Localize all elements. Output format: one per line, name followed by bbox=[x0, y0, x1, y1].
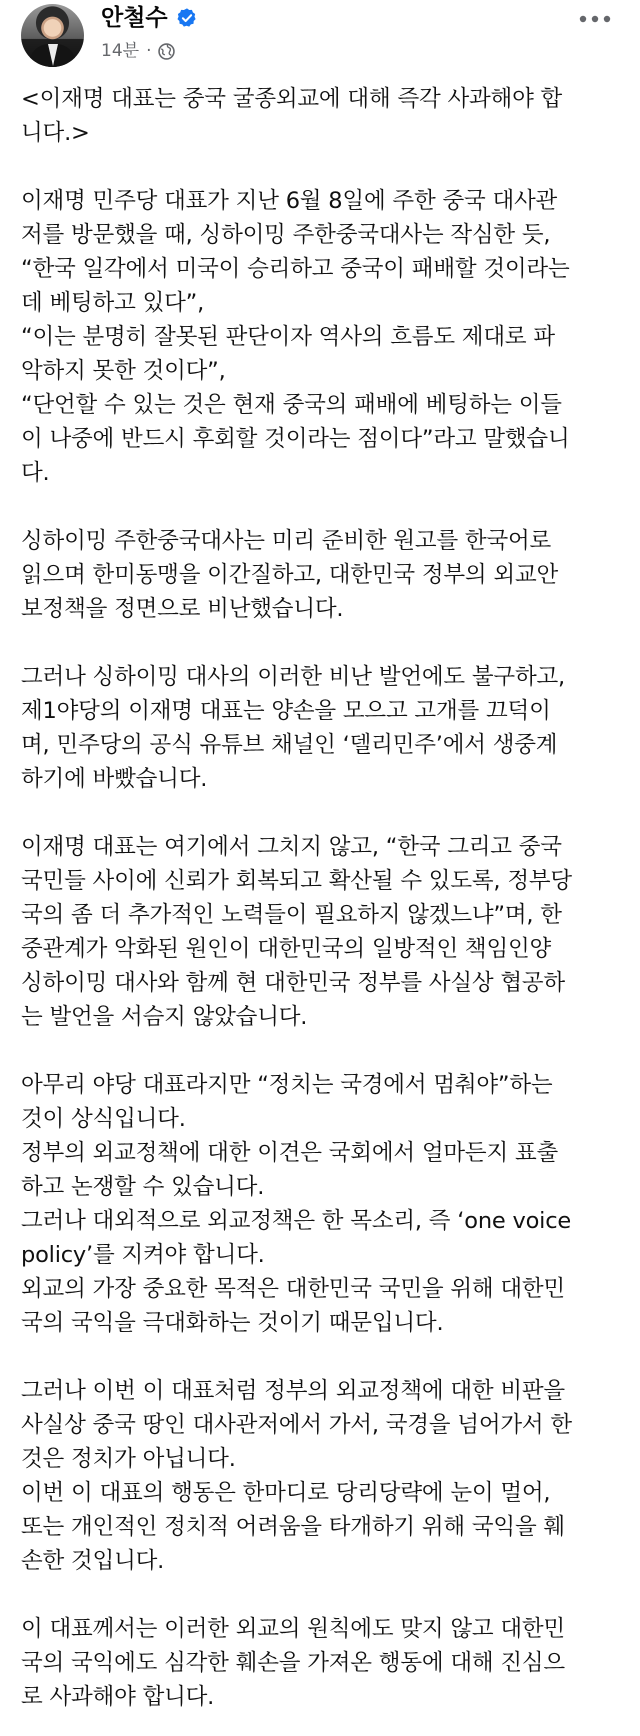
paragraph-gap bbox=[21, 626, 626, 660]
post-text-line: 것이 상식입니다. bbox=[21, 1106, 186, 1132]
post-paragraph bbox=[21, 830, 626, 1034]
post-text-line: “한국 일각에서 미국이 승리하고 중국이 패배할 것이라는 bbox=[21, 256, 570, 282]
post-text-line: 이 대표께서는 이러한 외교의 원칙에도 맞지 않고 대한민 bbox=[21, 1616, 565, 1642]
post-text-line: 정부의 외교정책에 대한 이견은 국회에서 얼마든지 표출 bbox=[21, 1140, 559, 1166]
post-text-line: 또는 개인적인 정치적 어려움을 타개하기 위해 국익을 훼 bbox=[21, 1514, 565, 1540]
post-text-line: 손한 것입니다. bbox=[21, 1548, 165, 1574]
post-text-line: 이 나중에 반드시 후회할 것이라는 점이다”라고 말했습니 bbox=[21, 426, 570, 452]
post-meta bbox=[101, 39, 175, 63]
paragraph-gap bbox=[21, 1034, 626, 1068]
post-paragraph bbox=[21, 660, 626, 796]
post-paragraph bbox=[21, 82, 626, 150]
post-text-line: 그러나 싱하이밍 대사의 이러한 비난 발언에도 불구하고, bbox=[21, 664, 565, 690]
post-paragraph bbox=[21, 1068, 626, 1340]
post-text-line: 이재명 민주당 대표가 지난 6월 8일에 주한 중국 대사관 bbox=[21, 188, 558, 214]
more-options-icon[interactable] bbox=[578, 12, 612, 26]
post-text-line: 다. bbox=[21, 460, 50, 486]
paragraph-gap bbox=[21, 150, 626, 184]
paragraph-gap bbox=[21, 796, 626, 830]
post-text-line: 는 발언을 서슴지 않았습니다. bbox=[21, 1004, 308, 1030]
post-text-line: 중관계가 악화된 원인이 대한민국의 일방적인 책임인양 bbox=[21, 936, 552, 962]
post-text-line: 제1야당의 이재명 대표는 양손을 모으고 고개를 끄덕이 bbox=[21, 698, 551, 724]
post-text-line: “단언할 수 있는 것은 현재 중국의 패배에 베팅하는 이들 bbox=[21, 392, 562, 418]
post-text-line: 읽으며 한미동맹을 이간질하고, 대한민국 정부의 외교안 bbox=[21, 562, 559, 588]
post-text-line: 저를 방문했을 때, 싱하이밍 주한중국대사는 작심한 듯, bbox=[21, 222, 551, 248]
post-text-line: “이는 분명히 잘못된 판단이자 역사의 흐름도 제대로 파 bbox=[21, 324, 555, 350]
post-text-line: 국의 좀 더 추가적인 노력들이 필요하지 않겠느냐”며, 한 bbox=[21, 902, 562, 928]
post-time[interactable]: 14분 bbox=[101, 41, 140, 61]
post-text-line: 국의 국익을 극대화하는 것이기 때문입니다. bbox=[21, 1310, 444, 1336]
post-text-line: 이재명 대표는 여기에서 그치지 않고, “한국 그리고 중국 bbox=[21, 834, 562, 860]
post-paragraph bbox=[21, 524, 626, 626]
post-paragraph bbox=[21, 1374, 626, 1578]
post-text-line: 싱하이밍 대사와 함께 현 대한민국 정부를 사실상 협공하 bbox=[21, 970, 565, 996]
post-text-line: 데 베팅하고 있다”, bbox=[21, 290, 205, 316]
post-text-line: 이번 이 대표의 행동은 한마디로 당리당략에 눈이 멀어, bbox=[21, 1480, 551, 1506]
author-name[interactable]: 안철수 bbox=[101, 5, 168, 31]
post-body bbox=[21, 82, 626, 1714]
post-text-line: 국의 국익에도 심각한 훼손을 가져온 행동에 대해 진심으 bbox=[21, 1650, 565, 1676]
post-text-line: 아무리 야당 대표라지만 “정치는 국경에서 멈춰야”하는 bbox=[21, 1072, 553, 1098]
post-text-line: 것은 정치가 아닙니다. bbox=[21, 1446, 236, 1472]
post-text-line: policy’를 지켜야 합니다. bbox=[21, 1242, 265, 1268]
post-text-line: 사실상 중국 땅인 대사관저에서 가서, 국경을 넘어가서 한 bbox=[21, 1412, 572, 1438]
post-text-line: 악하지 못한 것이다”, bbox=[21, 358, 226, 384]
post-text-line: 하기에 바빴습니다. bbox=[21, 766, 208, 792]
meta-separator: · bbox=[146, 41, 152, 61]
verified-badge-icon bbox=[176, 7, 198, 29]
post-paragraph bbox=[21, 1612, 626, 1714]
paragraph-gap bbox=[21, 490, 626, 524]
post-text-line: 보정책을 정면으로 비난했습니다. bbox=[21, 596, 344, 622]
post-text-line: 싱하이밍 주한중국대사는 미리 준비한 원고를 한국어로 bbox=[21, 528, 552, 554]
post-text-line: 하고 논쟁할 수 있습니다. bbox=[21, 1174, 265, 1200]
post-text-line: 니다.> bbox=[21, 120, 90, 146]
post-text-line: 그러나 이번 이 대표처럼 정부의 외교정책에 대한 비판을 bbox=[21, 1378, 565, 1404]
post-text-line: 외교의 가장 중요한 목적은 대한민국 국민을 위해 대한민 bbox=[21, 1276, 565, 1302]
post-text-line: 로 사과해야 합니다. bbox=[21, 1684, 215, 1710]
post-text-line: 며, 민주당의 공식 유튜브 채널인 ‘델리민주’에서 생중계 bbox=[21, 732, 558, 758]
globe-icon bbox=[158, 43, 175, 60]
post-text-line: 그러나 대외적으로 외교정책은 한 목소리, 즉 ‘one voice bbox=[21, 1208, 572, 1234]
post-header bbox=[0, 0, 640, 76]
paragraph-gap bbox=[21, 1578, 626, 1612]
post-paragraph bbox=[21, 184, 626, 490]
post-text-line: <이재명 대표는 중국 굴종외교에 대해 즉각 사과해야 합 bbox=[21, 86, 563, 112]
paragraph-gap bbox=[21, 1340, 626, 1374]
author-avatar[interactable] bbox=[21, 4, 84, 67]
post-text-line: 국민들 사이에 신뢰가 회복되고 확산될 수 있도록, 정부당 bbox=[21, 868, 572, 894]
